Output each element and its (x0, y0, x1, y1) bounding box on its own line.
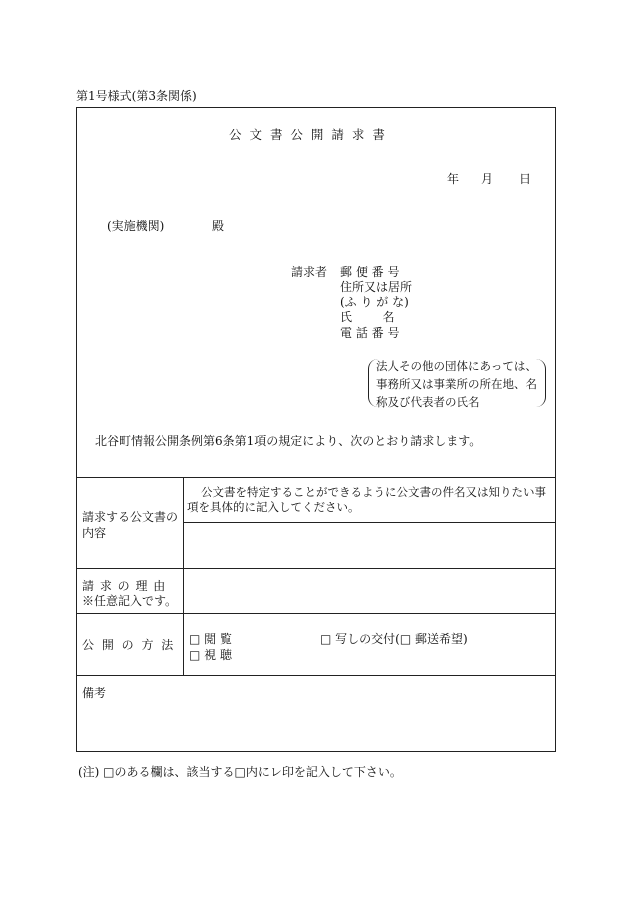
statement: 北谷町情報公開条例第6条第1項の規定により、次のとおり請求します。 (95, 434, 482, 448)
requester-label: 請求者 (291, 265, 328, 279)
method-row-top (77, 613, 555, 614)
table-top-line (77, 477, 555, 478)
method-option-view[interactable]: □ 閲 覧 (189, 632, 232, 646)
method-option-watch[interactable]: □ 視 聴 (189, 648, 232, 662)
corporate-note-line-3: 称及び代表者の氏名 (376, 395, 480, 409)
address-label: 住所又は居所 (340, 280, 413, 294)
remarks-label: 備考 (82, 686, 107, 700)
addressee-honorific: 殿 (212, 219, 225, 233)
date-day: 日 (519, 172, 532, 186)
remarks-field[interactable] (78, 698, 554, 750)
request-form (76, 107, 556, 752)
reason-field[interactable] (184, 569, 555, 613)
document-content-field[interactable] (184, 523, 555, 568)
date-year: 年 (447, 172, 460, 186)
footnote: (注) □のある欄は、該当する□内にレ印を記入して下さい。 (78, 765, 402, 779)
form-number: 第1号様式(第3条関係) (76, 89, 197, 103)
document-label: 請求する公文書の内容 (82, 510, 179, 540)
date-month: 月 (481, 172, 494, 186)
form-title: 公 文 書 公 開 請 求 書 (229, 127, 387, 142)
remarks-row-top (77, 675, 555, 676)
reason-label: 請 求 の 理 由 (82, 579, 167, 593)
corporate-note-line-1: 法人その他の団体にあっては、 (376, 359, 537, 373)
document-instruction: 公文書を特定することができるように公文書の件名又は知りたい事項を具体的に記入してください。 (187, 485, 546, 514)
addressee-agency: (実施機関) (107, 219, 165, 233)
phone-label: 電 話 番 号 (340, 326, 400, 340)
method-option-copy[interactable]: □ 写しの交付(□ 郵送希望) (320, 632, 468, 646)
postal-code-label: 郵 便 番 号 (340, 265, 400, 279)
reason-sublabel: ※任意記入です。 (82, 594, 178, 608)
name-label: 氏 名 (340, 310, 395, 324)
method-label: 公 開 の 方 法 (82, 638, 176, 652)
corporate-note-line-2: 事務所又は事業所の所在地、名 (376, 377, 537, 391)
furigana-label: (ふ り が な) (340, 295, 409, 309)
